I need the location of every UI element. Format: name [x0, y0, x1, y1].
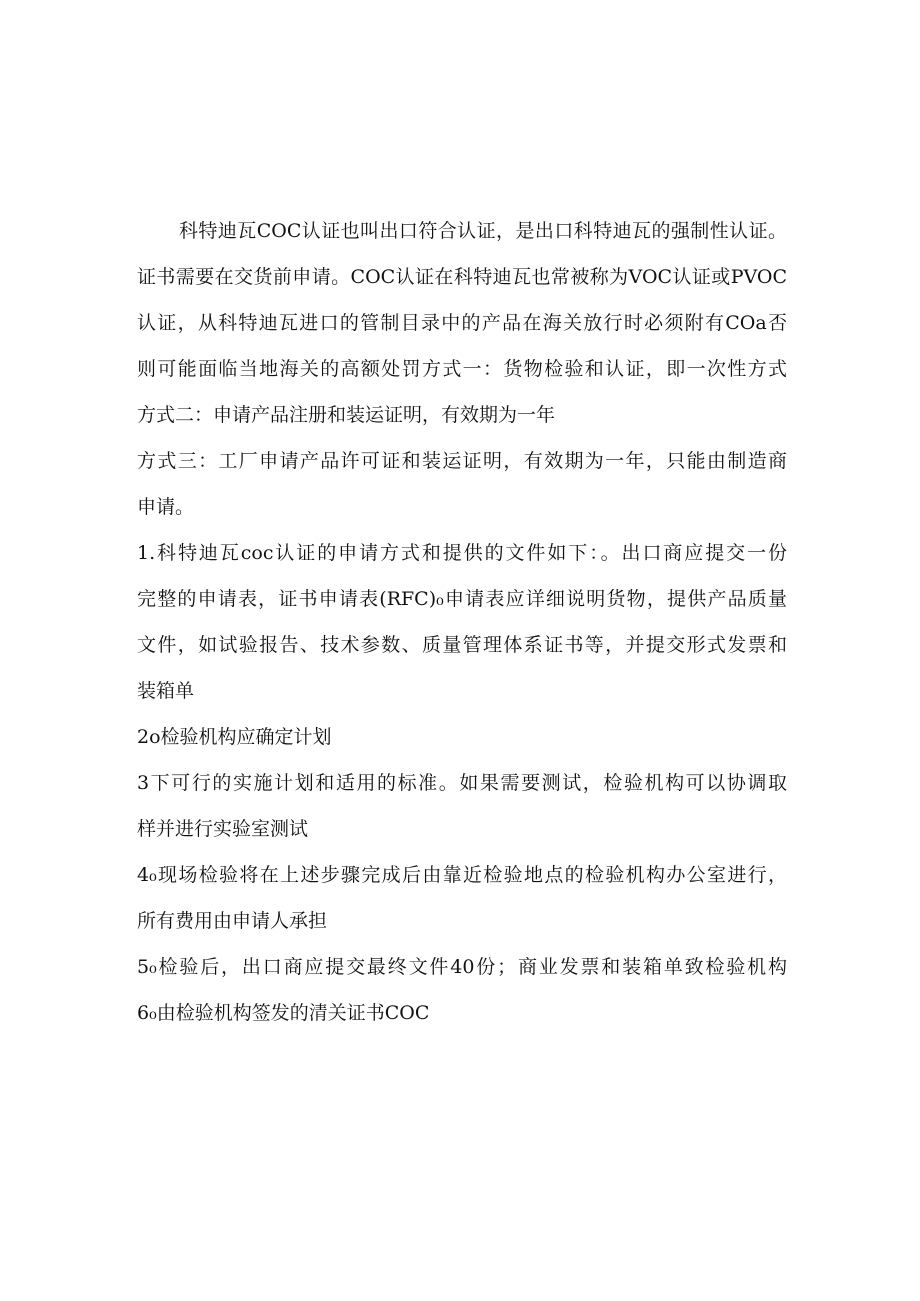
list-item-line: 所有费用由申请人承担	[137, 910, 328, 932]
list-item-line: 装箱单	[137, 680, 195, 702]
list-item-line: 文件，如试验报告、技术参数、质量管理体系证书等，并提交形式发票和	[137, 634, 787, 656]
paragraph-line: 证书需要在交货前申请。COC认证在科特迪瓦也常被称为VOC认证或PVOC	[137, 266, 787, 288]
paragraph-line: 科特迪瓦COC认证也叫出口符合认证，是出口科特迪瓦的强制性认证。	[179, 220, 787, 242]
paragraph-line: 方式三：工厂申请产品许可证和装运证明，有效期为一年，只能由制造商	[137, 450, 787, 472]
list-item-line: 1.科特迪瓦coc认证的申请方式和提供的文件如下：。出口商应提交一份	[137, 542, 787, 564]
list-item-line: 样并进行实验室测试	[137, 818, 309, 840]
list-item-line: 2o检验机构应确定计划	[137, 726, 332, 748]
document-body	[137, 208, 787, 1036]
list-item-line: 4₀现场检验将在上述步骤完成后由靠近检验地点的检验机构办公室进行，	[137, 864, 787, 886]
paragraph-line: 则可能面临当地海关的高额处罚方式一：货物检验和认证，即一次性方式	[137, 358, 787, 380]
list-item-line: 5₀检验后，出口商应提交最终文件40份；商业发票和装箱单致检验机构	[137, 956, 787, 978]
paragraph-line: 方式二：申请产品注册和装运证明，有效期为一年	[137, 404, 556, 426]
list-item-line: 3下可行的实施计划和适用的标准。如果需要测试，检验机构可以协调取	[137, 772, 787, 794]
paragraph-line: 申请。	[137, 496, 195, 518]
list-item-line: 6₀由检验机构签发的清关证书COC	[137, 1002, 430, 1024]
list-item-line: 完整的申请表，证书申请表(RFC)₀申请表应详细说明货物，提供产品质量	[137, 588, 787, 610]
paragraph-line: 认证，从科特迪瓦进口的管制目录中的产品在海关放行时必须附有COa否	[137, 312, 787, 334]
